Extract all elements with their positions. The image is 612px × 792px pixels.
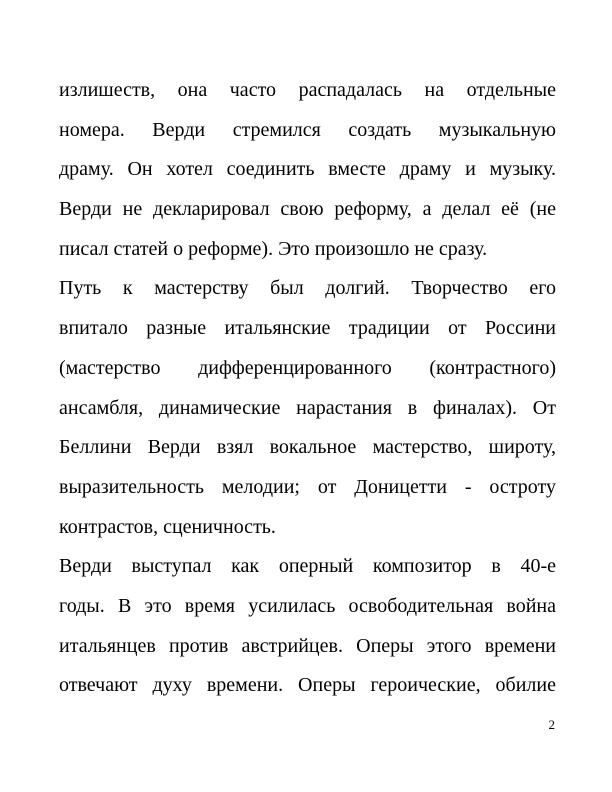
text-line: писал статей о реформе). Это произошло не сразу.: [59, 237, 488, 260]
text-line: (мастерство дифференцированного (контрастного): [59, 356, 556, 379]
text-line: Путь к мастерству был долгий. Творчество его: [59, 277, 556, 300]
text-line: ансамбля, динамические нарастания в финалах). От: [59, 396, 556, 419]
text-line: номера. Верди стремился создать музыкальную: [59, 118, 556, 141]
text-line: отвечают духу времени. Оперы героические, обилие: [59, 674, 556, 697]
text-line: Верди не декларировал свою реформу, а делал её (не: [59, 198, 556, 221]
body-text: [59, 71, 556, 706]
text-line: Беллини Верди взял вокальное мастерство, широту,: [59, 436, 556, 459]
text-line: Верди выступал как оперный композитор в 40-е: [59, 555, 556, 578]
text-line: выразительность мелодии; от Доницетти - остроту: [59, 475, 556, 498]
text-line: излишеств, она часто распадалась на отдельные: [59, 79, 556, 101]
page-number: 2: [548, 717, 555, 732]
text-line: итальянцев против австрийцев. Оперы этого времени: [59, 634, 556, 657]
text-line: годы. В это время усилилась освободительная война: [59, 594, 556, 617]
text-line: контрастов, сценичность.: [59, 515, 276, 538]
text-line: драму. Он хотел соединить вместе драму и музыку.: [59, 158, 556, 181]
text-line: впитало разные итальянские традиции от Россини: [59, 317, 556, 340]
